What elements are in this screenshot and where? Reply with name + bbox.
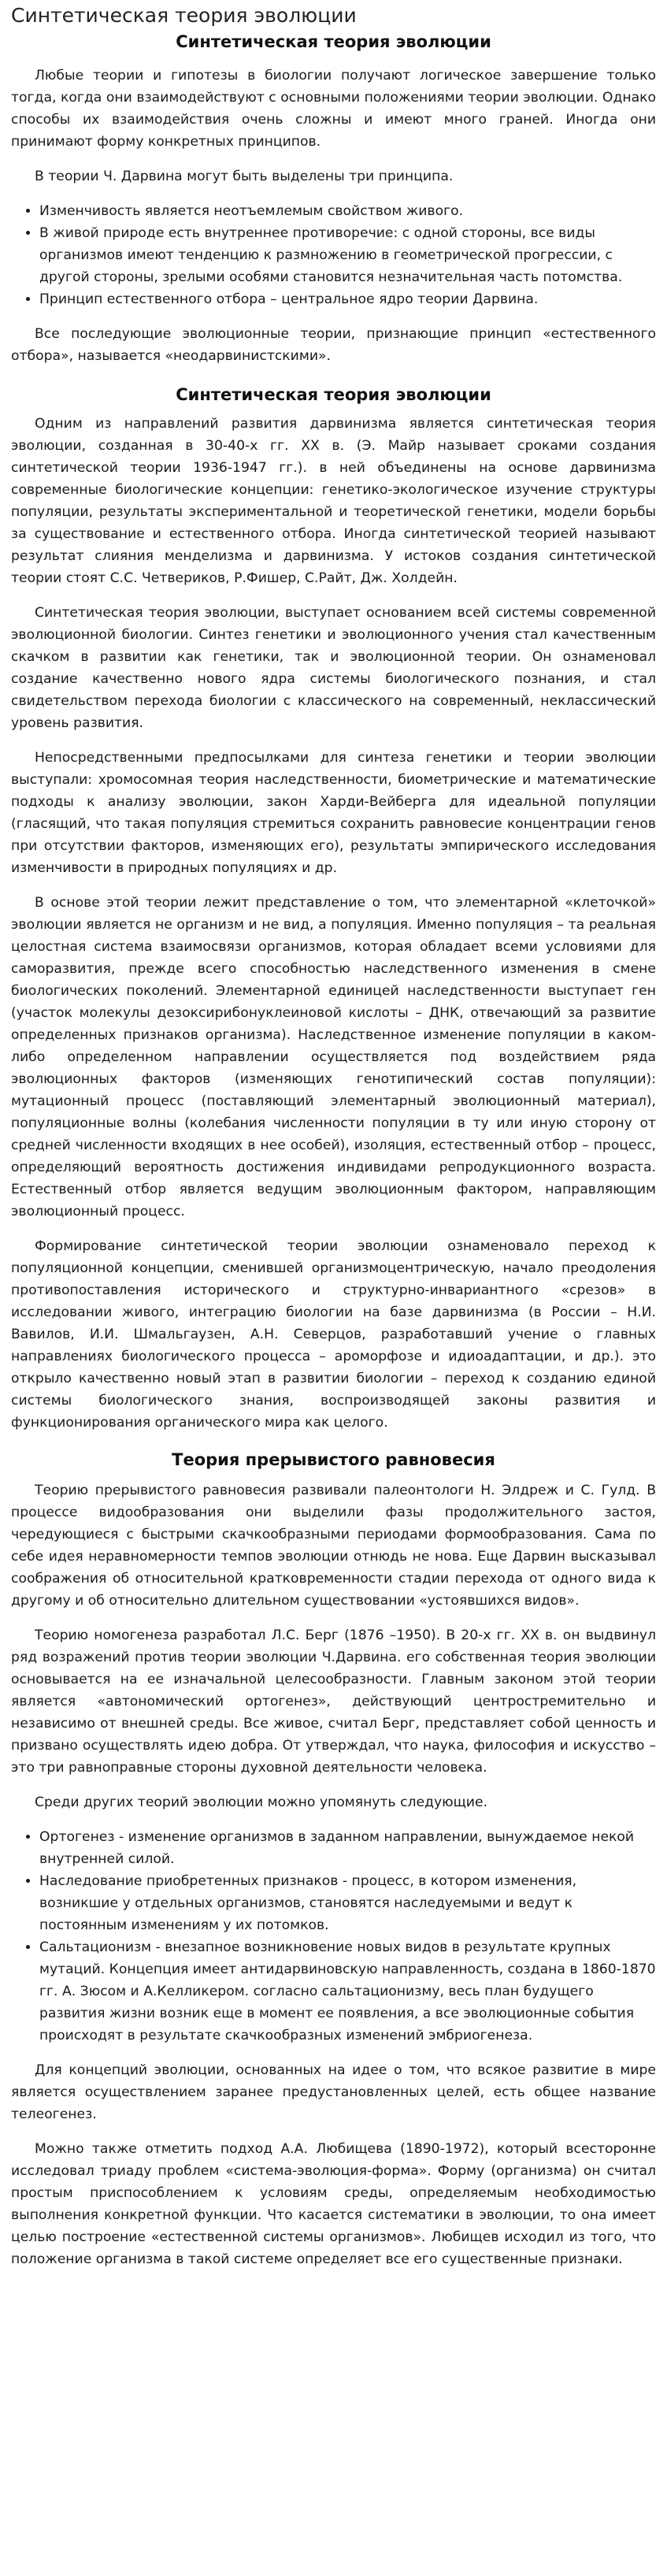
teleogenesis-paragraph: Для концепций эволюции, основанных на идее о том, что всякое развитие в мире является осуществлением заранее предустановленных целей, есть общее название телеогенез. xyxy=(11,2062,656,2122)
list-item: • Наследование приобретенных признаков - процесс, в котором изменения, возникшие у отдельных организмов, становятся наследуемыми и ведут к постоянным изменениям у их потомков. xyxy=(39,1870,656,1936)
synthetic-theory-paragraph-2: Синтетическая теория эволюции, выступает основанием всей системы современной эволюционной биологии. Синтез генетики и эволюционного учения стал качественным скачком в развитии как генетики, так и эволюционной теории. Он ознаменовал создание качественно нового ядра системы биологического познания, и стал свидетельством перехода биологии с классического на современный, неклассический уровень развития. xyxy=(11,605,656,731)
synthetic-theory-paragraph-5: Формирование синтетической теории эволюции ознаменовало переход к популяционной концепции, сменившей организмоцентрическую, начало преодоления противопоставления исторического и структурно-инвариантного «срезов» в исследовании живого, интеграцию биологии на базе дарвинизма (в России – Н.И. Вавилов, И.И. Шмальгаузен, А.Н. Северцов, разработавший учение о главных направлениях биологического процесса – ароморфозе и идиоадаптации, и др.). это открыло качественно новый этап в развитии биологии – переход к созданию единой системы биологического знания, воспроизводящей законы развития и функционирования органического мира как целого. xyxy=(11,1238,656,1431)
nomogenesis-paragraph: Теорию номогенеза разработал Л.С. Берг (1876 –1950). В 20-х гг. XX в. он выдвинул ряд возражений против теории эволюции Ч.Дарвина. его собственная теория эволюции основывается на ее изначальной целесообразности. Главным законом этой теории является «автономический ортогенез», действующий центростремительно и независимо от внешней среды. Все живое, считал Берг, представляет собой ценность и призвано осуществлять идею добра. От утверждал, что наука, философия и искусство – это три равноправные стороны духовной деятельности человека. xyxy=(11,1628,656,1776)
section-1-heading: Синтетическая теория эволюции xyxy=(176,32,491,51)
list-item: • Изменчивость является неотъемлемым свойством живого. xyxy=(39,200,656,222)
synthetic-theory-paragraph-3: Непосредственными предпосылками для синтеза генетики и теории эволюции выступали: хромосомная теория наследственности, биометрические и математические подходы к анализу эволюции, закон Харди-Вейберга для идеальной популяции (гласящий, что такая популяция стремиться сохранить равновесие концентрации генов при отсутствии факторов, изменяющих его), результаты эмпирического исследования изменчивости в природных популяциях и др. xyxy=(11,750,656,876)
document-title: Синтетическая теория эволюции xyxy=(11,4,357,27)
lyubishchev-paragraph: Можно также отметить подход А.А. Любищева (1890-1972), который всесторонне исследовал триаду проблем «система-эволюция-форма». Форму (организма) он считал простым приспособлением к условиям среды, определяемым необходимостью выполнения конкретной функции. Что касается систематики в эволюции, то она имеет целью построение «естественной системы организмов». Любищев исходил из того, что положение организма в такой системе определяет все его существенные признаки. xyxy=(11,2141,656,2267)
list-item: • Ортогенез - изменение организмов в заданном направлении, вынуждаемое некой внутренней силой. xyxy=(39,1826,656,1870)
neodarwinism-paragraph: Все последующие эволюционные теории, признающие принцип «естественного отбора», называется «неодарвинистскими». xyxy=(11,326,656,364)
section-2-heading: Синтетическая теория эволюции xyxy=(176,385,491,404)
darwin-principles-intro: В теории Ч. Дарвина могут быть выделены три принципа. xyxy=(35,169,454,184)
darwin-principles-list xyxy=(11,200,656,310)
intro-paragraph: Любые теории и гипотезы в биологии получают логическое завершение только тогда, когда они взаимодействуют с основными положениями теории эволюции. Однако способы их взаимодействия очень сложны и имеют много граней. Иногда они принимают форму конкретных принципов. xyxy=(11,68,656,150)
other-theories-list xyxy=(11,1826,656,2047)
punctuated-equilibrium-paragraph: Теорию прерывистого равновесия развивали палеонтологи Н. Элдреж и С. Гулд. В процессе видообразования они выделили фазы продолжительного застоя, чередующиеся с быстрыми скачкообразными периодами формообразования. Сама по себе идея неравномерности темпов эволюции отнюдь не нова. Еще Дарвин высказывал соображения об относительной кратковременности стадии перехода от одного вида к другому и об относительно длительном существовании «устоявшихся видов». xyxy=(11,1483,656,1609)
other-theories-intro: Среди других теорий эволюции можно упомянуть следующие. xyxy=(35,1795,488,1810)
synthetic-theory-paragraph-1: Одним из направлений развития дарвинизма является синтетическая теория эволюции, созданная в 30-40-х гг. XX в. (Э. Майр называет сроками создания синтетической теории 1936-1947 гг.). в ней объединены на основе дарвинизма современные биологические концепции: генетико-экологическое изучение структуры популяции, результаты экспериментальной и теоретической генетики, модели борьбы за существование и естественного отбора. Иногда синтетической теорией называют результат слияния менделизма и дарвинизма. У истоков создания синтетической теории стоят С.С. Четвериков, Р.Фишер, С.Райт, Дж. Холдейн. xyxy=(11,416,656,586)
list-item: • Принцип естественного отбора – центральное ядро теории Дарвина. xyxy=(39,288,656,310)
synthetic-theory-paragraph-4: В основе этой теории лежит представление о том, что элементарной «клеточкой» эволюции является не организм и не вид, а популяция. Именно популяция – та реальная целостная система взаимосвязи организмов, которая обладает всеми условиями для саморазвития, прежде всего способностью наследственного изменения в смене биологических поколений. Элементарной единицей наследственности выступает ген (участок молекулы дезоксирибонуклеиновой кислоты – ДНК, отвечающий за развитие определенных признаков организма). Наследственное изменение популяции в каком-либо определенном направлении осуществляется под воздействием ряда эволюционных факторов (изменяющих генотипический состав популяции): мутационный процесс (поставляющий элементарный эволюционный материал), популяционные волны (колебания численности популяции в ту или иную сторону от средней численности входящих в нее особей), изоляция, естественный отбор – процесс, определяющий вероятность достижения индивидами репродукционного возраста. Естественный отбор является ведущим эволюционным фактором, направляющим эволюционный процесс. xyxy=(11,895,656,1219)
list-item: • Сальтационизм - внезапное возникновение новых видов в результате крупных мутаций. Концепция имеет антидарвиновскую направленность, создана в 1860-1870 гг. А. Зюсом и А.Келликером. согласно сальтационизму, весь план будущего развития жизни возник еще в момент ее появления, а все эволюционные события происходят в результате скачкообразных изменений эмбриогенеза. xyxy=(39,1936,656,2047)
list-item: • В живой природе есть внутреннее противоречие: с одной стороны, все виды организмов имеют тенденцию к размножению в геометрической прогрессии, с другой стороны, зрелыми особями становится незначительная часть потомства. xyxy=(39,222,656,288)
section-3-heading: Теория прерывистого равновесия xyxy=(172,1450,495,1469)
